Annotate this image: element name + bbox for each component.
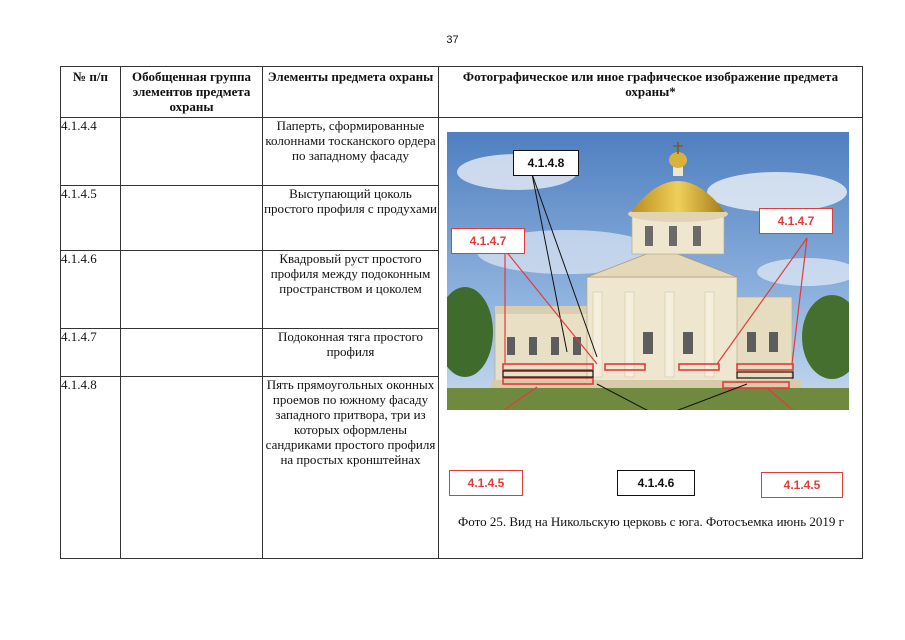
row-element: Пять прямоугольных оконных проемов по южному фасаду западного притвора, три из которых оформлены сандриками простого профиля на простых кронштейнах (263, 377, 439, 559)
row-num: 4.1.4.6 (61, 251, 121, 329)
page-number: 37 (446, 34, 459, 46)
header-image: Фотографическое или иное графическое изображение предмета охраны* (439, 67, 863, 118)
church-photo-image (447, 132, 849, 410)
label-4-1-4-7-right: 4.1.4.7 (759, 208, 833, 234)
header-num: № п/п (61, 67, 121, 118)
row-element: Квадровый руст простого профиля между подоконным пространством и цоколем (263, 251, 439, 329)
row-element: Паперть, сформированные колоннами тосканского ордера по западному фасаду (263, 118, 439, 186)
label-4-1-4-8: 4.1.4.8 (513, 150, 579, 176)
photo-caption: Фото 25. Вид на Никольскую церковь с юга. Фотосъемка июнь 2019 г (458, 514, 844, 529)
row-group (121, 377, 263, 559)
row-group (121, 251, 263, 329)
protection-table (60, 66, 863, 559)
row-num: 4.1.4.5 (61, 186, 121, 251)
header-elements: Элементы предмета охраны (263, 67, 439, 118)
row-element: Подоконная тяга простого профиля (263, 329, 439, 377)
row-group (121, 186, 263, 251)
row-num: 4.1.4.7 (61, 329, 121, 377)
row-group (121, 118, 263, 186)
label-4-1-4-7-left: 4.1.4.7 (451, 228, 525, 254)
photo-cell (439, 118, 863, 559)
label-4-1-4-5-left: 4.1.4.5 (449, 470, 523, 496)
label-4-1-4-6: 4.1.4.6 (617, 470, 695, 496)
row-element: Выступающий цоколь простого профиля с продухами (263, 186, 439, 251)
church-photo (447, 132, 849, 410)
row-num: 4.1.4.8 (61, 377, 121, 559)
row-num: 4.1.4.4 (61, 118, 121, 186)
table-header-row (61, 67, 863, 118)
row-group (121, 329, 263, 377)
label-4-1-4-5-right: 4.1.4.5 (761, 472, 843, 498)
table-row (61, 118, 863, 186)
header-group: Обобщенная группа элементов предмета охраны (121, 67, 263, 118)
